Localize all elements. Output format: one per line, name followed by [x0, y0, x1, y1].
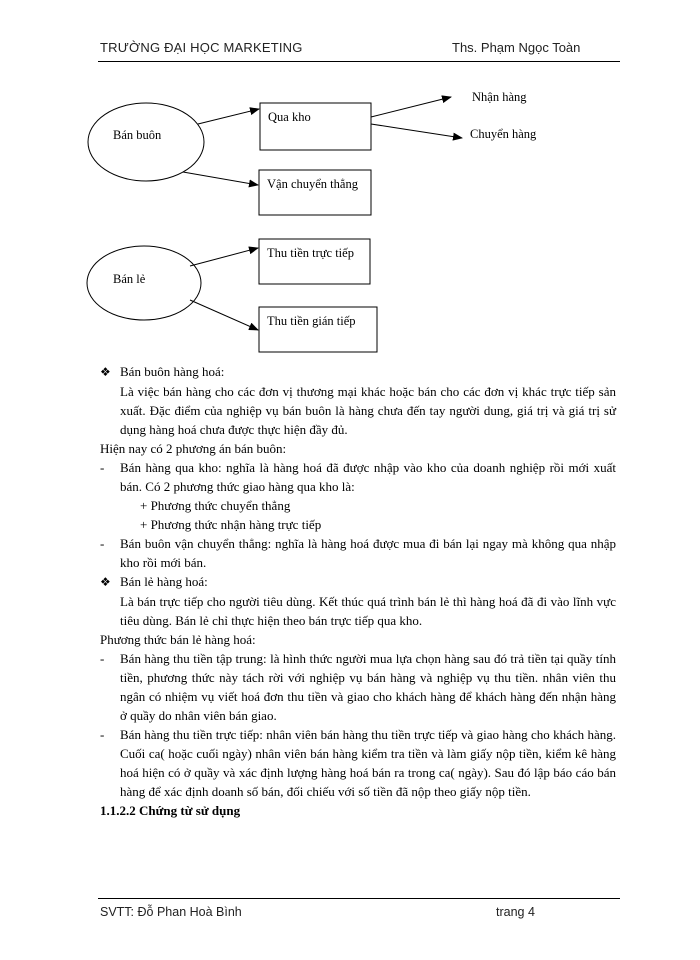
- header-author: Ths. Phạm Ngọc Toàn: [452, 40, 581, 55]
- paragraph-ban-buon: Là việc bán hàng cho các đơn vị thương mại khác hoặc bán cho các đơn vị khác trực tiếp sản xuất. Đặc điểm của nghiệp vụ bán buôn là hàng chưa đến tay người dung, giá trị và giá trị sử dụng hàng hoá chưa được thực hiện đầy đủ.: [120, 384, 616, 437]
- label-van-chuyen-thang: Vận chuyển thẳng: [267, 177, 358, 191]
- label-ban-le: Bán lẻ: [113, 272, 146, 286]
- diamond-bullet-icon: ❖: [100, 575, 111, 589]
- label-ban-buon: Bán buôn: [113, 128, 162, 142]
- list-item-nhan-hang: + Phương thức nhận hàng trực tiếp: [140, 517, 322, 532]
- paragraph-ban-le: Là bán trực tiếp cho người tiêu dùng. Kết thúc quá trình bán lẻ thì hàng hoá đã đi vào lĩnh vực tiêu dùng. Bán lẻ chỉ thực hiện theo bán trực tiếp qua kho.: [120, 594, 616, 628]
- label-chuyen-hang: Chuyển hàng: [470, 127, 537, 141]
- label-thu-tien-gian-tiep: Thu tiền gián tiếp: [267, 314, 356, 328]
- paragraph-phuong-an: Hiện nay có 2 phương án bán buôn:: [100, 441, 287, 456]
- arrow-ban-le-gian-tiep: [190, 300, 258, 330]
- ellipse-ban-buon: [88, 103, 204, 181]
- heading-ban-le: ❖ Bán lẻ hàng hoá:: [100, 572, 616, 592]
- arrow-ban-buon-van-chuyen: [183, 172, 258, 185]
- body-text: [100, 362, 616, 820]
- list-item-van-chuyen-thang: - Bán buôn vận chuyển thẳng: nghĩa là hàng hoá được mua đi bán lại ngay mà không qua nhập kho rồi mới bán.: [100, 534, 616, 572]
- footer-page: trang 4: [496, 905, 535, 919]
- list-item-thu-tien-tap-trung: - Bán hàng thu tiền tập trung: là hình thức người mua lựa chọn hàng sau đó trả tiền tại quầy tính tiền, phương thức này tách rời với nghiệp vụ bán hàng và nghiệp vụ thu tiền. nhân viên thu ngân có nhiệm vụ viết hoá đơn thu tiền và giao cho khách hàng để khách hàng đến nhận hàng ở quầy do nhân viên bán giao.: [100, 649, 616, 725]
- list-item-qua-kho: - Bán hàng qua kho: nghĩa là hàng hoá đã được nhập vào kho của doanh nghiệp rồi mới xuất bán. Có 2 phương thức giao hàng qua kho là:: [100, 458, 616, 496]
- footer-rule: [98, 898, 620, 899]
- arrow-qua-kho-nhan-hang: [371, 97, 451, 117]
- heading-ban-buon: ❖ Bán buôn hàng hoá:: [100, 362, 616, 382]
- list-item-chuyen-thang: + Phương thức chuyển thẳng: [140, 498, 291, 513]
- arrow-ban-buon-qua-kho: [198, 109, 259, 124]
- arrow-qua-kho-chuyen-hang: [371, 124, 462, 138]
- label-qua-kho: Qua kho: [268, 110, 311, 124]
- label-thu-tien-truc-tiep: Thu tiền trực tiếp: [267, 246, 354, 260]
- footer-student: SVTT: Đỗ Phan Hoà Bình: [100, 905, 242, 919]
- section-heading: 1.1.2.2 Chứng từ sử dụng: [100, 803, 241, 818]
- arrow-ban-le-truc-tiep: [190, 248, 258, 266]
- sales-diagram: [0, 0, 700, 360]
- label-nhan-hang: Nhận hàng: [472, 90, 527, 104]
- list-item-thu-tien-truc-tiep: - Bán hàng thu tiền trực tiếp: nhân viên bán hàng thu tiền trực tiếp và giao hàng cho khách hàng. Cuối ca( hoặc cuối ngày) nhân viên bán hàng kiểm tra tiền và làm giấy nộp tiền, kiểm kê hàng hoá hiện có ở quầy và xác định lượng hàng hoá bán ra trong ca( ngày). Sau đó lập báo cáo bán hàng để xác định doanh số bán, đối chiếu với số tiền đã nộp theo giấy nộp tiền.: [100, 725, 616, 801]
- header-school: TRƯỜNG ĐẠI HỌC MARKETING: [100, 40, 303, 55]
- diamond-bullet-icon: ❖: [100, 365, 111, 379]
- paragraph-phuong-thuc: Phương thức bán lẻ hàng hoá:: [100, 632, 256, 647]
